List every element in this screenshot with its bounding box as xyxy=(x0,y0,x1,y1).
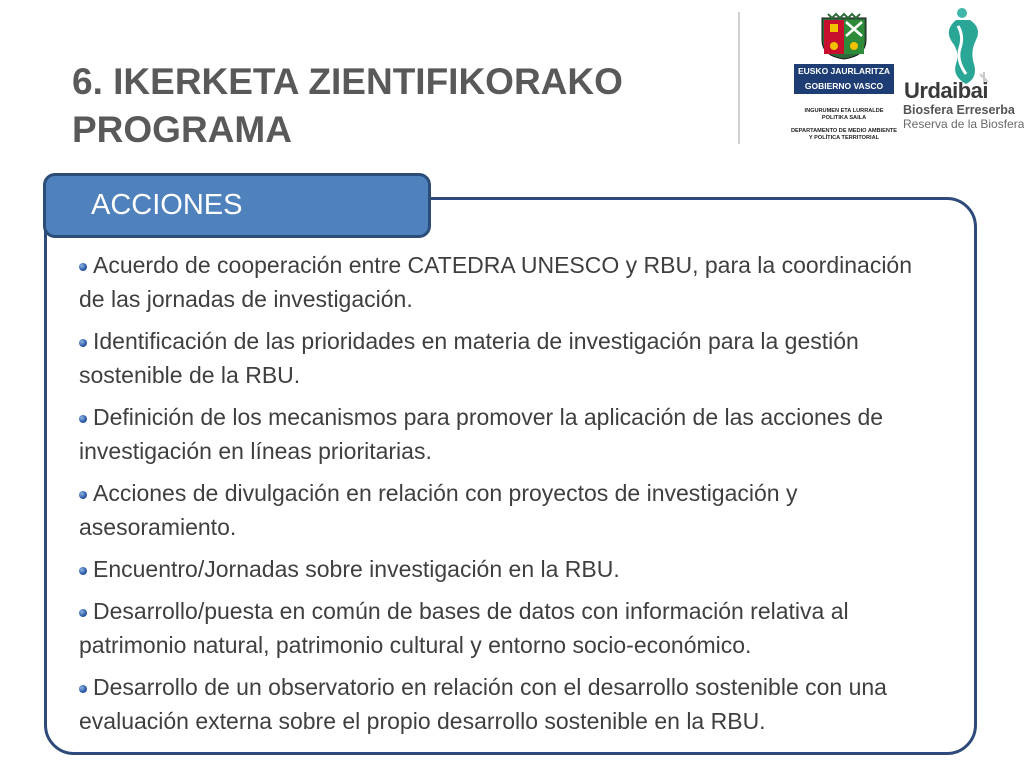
bullet-icon xyxy=(79,415,87,423)
list-item xyxy=(79,476,999,544)
section-tab-label: ACCIONES xyxy=(91,189,243,221)
list-item xyxy=(79,400,999,468)
list-item xyxy=(79,670,999,738)
bullet-icon xyxy=(79,567,87,575)
item-text-line-2: patrimonio natural, patrimonio cultural y entorno socio-económico. xyxy=(79,632,752,658)
gv-dept-es-line-1: DEPARTAMENTO DE MEDIO AMBIENTE xyxy=(790,128,898,134)
bullet-icon xyxy=(79,263,87,271)
bullet-icon xyxy=(79,339,87,347)
urdaibai-figure-icon xyxy=(926,6,996,88)
item-text-line-2: sostenible de la RBU. xyxy=(79,362,301,388)
gobierno-vasco-logo xyxy=(790,12,898,142)
item-text-line-1: Desarrollo de un observatorio en relación con el desarrollo sostenible con una xyxy=(93,674,887,700)
item-text-line-1: Identificación de las prioridades en materia de investigación para la gestión xyxy=(93,328,859,354)
list-item xyxy=(79,324,999,392)
bullet-icon xyxy=(79,491,87,499)
gobierno-vasco-box xyxy=(794,64,894,94)
item-text-line-2: investigación en líneas prioritarias. xyxy=(79,438,432,464)
bullet-icon xyxy=(79,609,87,617)
item-text-line-1: Encuentro/Jornadas sobre investigación en la RBU. xyxy=(93,556,620,582)
title-line-2: PROGRAMA xyxy=(72,109,292,150)
header-divider xyxy=(738,12,740,144)
urdaibai-line-2: Reserva de la Biosfera xyxy=(903,117,1024,131)
gv-dept-eu-line-2: POLITIKA SAILA xyxy=(821,115,867,121)
gv-dept-es-line-2: Y POLÍTICA TERRITORIAL xyxy=(808,135,880,141)
gv-box-line-1: EUSKO JAURLARITZA xyxy=(797,66,891,76)
item-text-line-2: de las jornadas de investigación. xyxy=(79,286,413,312)
gv-dept-eu xyxy=(790,108,898,122)
urdaibai-line-1: Biosfera Erreserba xyxy=(903,103,1015,117)
section-tab xyxy=(43,173,431,238)
list-item xyxy=(79,594,999,662)
title-line-1: 6. IKERKETA ZIENTIFIKORAKO xyxy=(72,61,623,102)
gv-box-line-2: GOBIERNO VASCO xyxy=(804,81,884,91)
gv-dept-es xyxy=(790,128,898,142)
list-item xyxy=(79,552,999,586)
item-text-line-1: Definición de los mecanismos para promover la aplicación de las acciones de xyxy=(93,404,884,430)
item-text-line-1: Acuerdo de cooperación entre CATEDRA UNESCO y RBU, para la coordinación xyxy=(93,252,913,278)
coat-of-arms-icon xyxy=(818,12,870,60)
item-text-line-2: evaluación externa sobre el propio desarrollo sostenible en la RBU. xyxy=(79,708,766,734)
list-item xyxy=(79,248,999,316)
item-text-line-2: asesoramiento. xyxy=(79,514,237,540)
urdaibai-logo xyxy=(900,6,1024,142)
item-text-line-1: Desarrollo/puesta en común de bases de datos con información relativa al xyxy=(93,598,849,624)
actions-list xyxy=(79,248,999,746)
bullet-icon xyxy=(79,685,87,693)
page-title xyxy=(72,58,712,154)
urdaibai-name: Urdaibai xyxy=(904,78,989,103)
gv-dept-eu-line-1: INGURUMEN ETA LURRALDE xyxy=(804,108,884,114)
item-text-line-1: Acciones de divulgación en relación con proyectos de investigación y xyxy=(93,480,798,506)
